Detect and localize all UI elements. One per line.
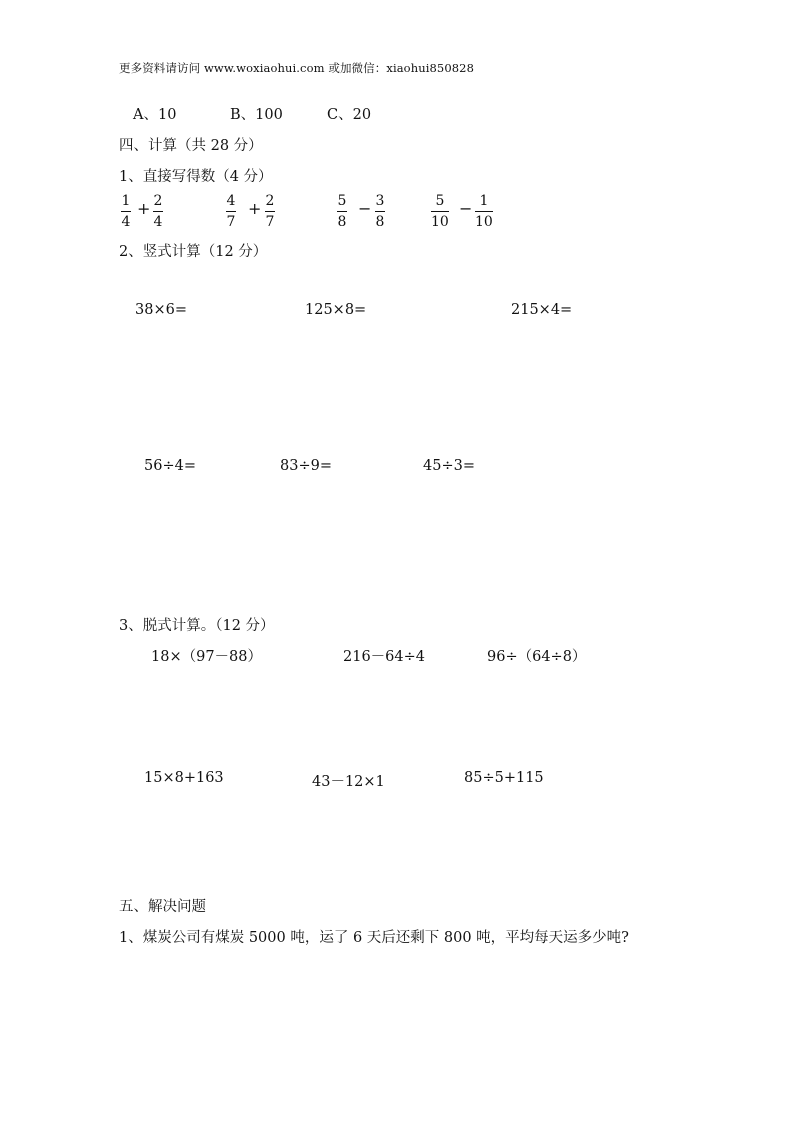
operator: + (137, 199, 151, 218)
fraction (226, 193, 236, 231)
fraction (265, 193, 275, 231)
calc-problem: 45÷3= (423, 458, 475, 474)
fraction-bar (265, 211, 275, 212)
fraction (475, 193, 493, 231)
page-header: 更多资料请访问 www.woxiaohui.com 或加微信：xiaohui850828 (119, 61, 474, 75)
calc-problem: 15×8+163 (144, 770, 224, 786)
fraction (153, 193, 163, 231)
question-title: 2、竖式计算（12 分） (119, 244, 268, 260)
calc-problem: 38×6= (135, 302, 187, 318)
fraction-bar (475, 211, 493, 212)
choice-c: C、20 (327, 107, 372, 123)
operator: − (459, 199, 473, 218)
calc-problem: 215×4= (511, 302, 573, 318)
word-problem: 1、煤炭公司有煤炭 5000 吨，运了 6 天后还剩下 800 吨，平均每天运多少吨? (119, 930, 629, 946)
calc-problem: 85÷5+115 (464, 770, 544, 786)
calc-problem: 96÷（64÷8） (487, 649, 587, 665)
section-title: 五、解决问题 (119, 899, 206, 915)
calc-problem: 43－12×1 (312, 774, 385, 790)
denominator: 4 (121, 214, 131, 230)
fraction-bar (431, 211, 449, 212)
denominator: 10 (431, 214, 449, 230)
calc-problem: 18×（97－88） (151, 649, 263, 665)
numerator: 5 (337, 193, 347, 209)
calc-problem: 125×8= (305, 302, 367, 318)
question-title: 3、脱式计算。（12 分） (119, 618, 275, 634)
calc-problem: 56÷4= (144, 458, 196, 474)
operator: − (358, 199, 372, 218)
section-title: 四、计算（共 28 分） (119, 138, 263, 154)
fraction (121, 193, 131, 231)
fraction-bar (226, 211, 236, 212)
numerator: 1 (479, 193, 489, 209)
fraction-bar (375, 211, 385, 212)
denominator: 4 (153, 214, 163, 230)
choice-a: A、10 (133, 107, 177, 123)
numerator: 3 (375, 193, 385, 209)
calc-problem: 83÷9= (280, 458, 332, 474)
numerator: 4 (226, 193, 236, 209)
denominator: 8 (375, 214, 385, 230)
numerator: 5 (435, 193, 445, 209)
fraction (337, 193, 347, 231)
fraction (431, 193, 449, 231)
operator: + (248, 199, 262, 218)
denominator: 10 (475, 214, 493, 230)
fraction (375, 193, 385, 231)
fraction-bar (337, 211, 347, 212)
fraction-bar (121, 211, 131, 212)
question-title: 1、直接写得数（4 分） (119, 169, 273, 185)
fraction-bar (153, 211, 163, 212)
calc-problem: 216－64÷4 (343, 649, 426, 665)
denominator: 7 (226, 214, 236, 230)
denominator: 8 (337, 214, 347, 230)
choice-b: B、100 (230, 107, 283, 123)
numerator: 2 (153, 193, 163, 209)
numerator: 1 (121, 193, 131, 209)
numerator: 2 (265, 193, 275, 209)
denominator: 7 (265, 214, 275, 230)
